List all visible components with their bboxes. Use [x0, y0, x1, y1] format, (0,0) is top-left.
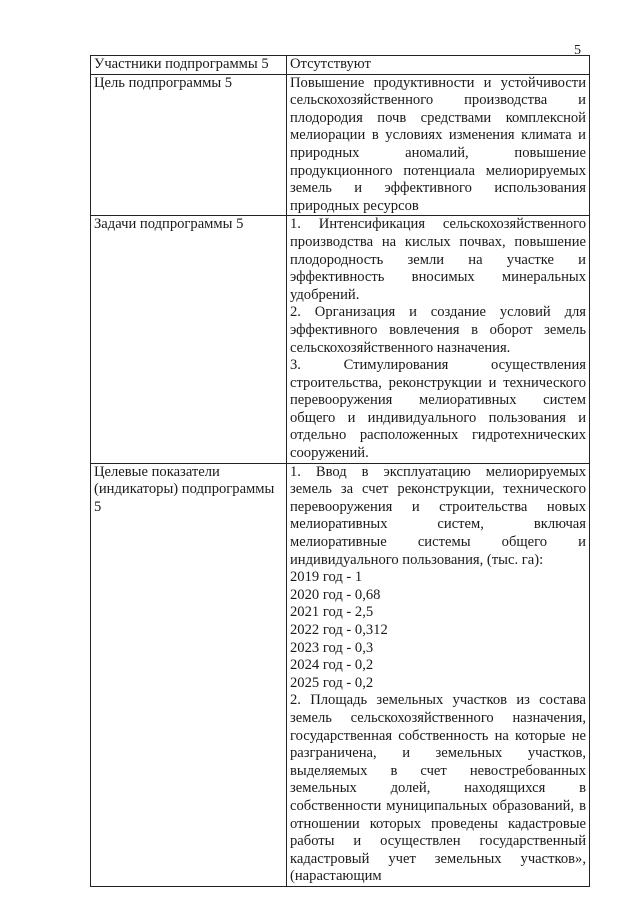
task-item-1: 1. Интенсификация сельскохозяйственного производства на кислых почвах, повышение плодородность земли на участке и эффективность вносимых минеральных удобрений.	[290, 216, 586, 303]
table-row-participants	[91, 56, 590, 75]
goal-label: Цель подпрограммы 5	[91, 74, 287, 216]
table-row-indicators	[91, 463, 590, 886]
table-row-goal	[91, 74, 590, 216]
subprogram-passport-table	[90, 55, 590, 887]
indicators-label: Целевые показатели (индикаторы) подпрограммы 5	[91, 463, 287, 886]
indicator-year-2021: 2021 год - 2,5	[290, 604, 374, 621]
table-row-tasks	[91, 216, 590, 463]
task-item-2: 2. Организация и создание условий для эффективного вовлечения в оборот земель сельскохозяйственного назначения.	[290, 304, 586, 356]
indicator-1-text: 1. Ввод в эксплуатацию мелиорируемых земель за счет реконструкции, технического перевооружения и строительства новых мелиоративных систем, включая мелиоративные системы общего и индивидуального пользования, (тыс. га):	[290, 463, 586, 568]
indicator-year-2022: 2022 год - 0,312	[290, 622, 388, 638]
indicator-year-2023: 2023 год - 0,3	[290, 639, 374, 656]
indicators-value	[287, 463, 590, 886]
task-item-3: 3. Стимулирования осуществления строительства, реконструкции и технического перевооружения мелиоративных систем общего и индивидуального пользования и отдельно расположенных гидротехнических сооружений.	[290, 357, 586, 462]
indicator-year-2020: 2020 год - 0,68	[290, 586, 381, 603]
tasks-value	[287, 216, 590, 463]
goal-value: Повышение продуктивности и устойчивости сельскохозяйственного производства и плодородия почв средствами комплексной мелиорации в условиях изменения климата и природных аномалий, повышение продукционного потенциала мелиорируемых земель и эффективного использования природных ресурсов	[287, 74, 590, 216]
participants-label: Участники подпрограммы 5	[91, 56, 287, 75]
indicator-2-text: 2. Площадь земельных участков из состава земель сельскохозяйственного назначения, государственная собственность на которые не разграничена, и земельных участков, выделяемых в счет невостребованных земельных долей, находящихся в собственности муниципальных образований, в отношении которых проведены кадастровые работы и осуществлен государственный кадастровый учет земельных участков», (нарастающим	[290, 692, 586, 885]
indicator-year-2024: 2024 год - 0,2	[290, 657, 374, 674]
tasks-label: Задачи подпрограммы 5	[91, 216, 287, 463]
participants-value: Отсутствуют	[287, 56, 590, 75]
indicator-year-2025: 2025 год - 0,2	[290, 674, 374, 691]
indicator-year-2019: 2019 год - 1	[290, 569, 363, 586]
page-number: 5	[574, 43, 581, 58]
